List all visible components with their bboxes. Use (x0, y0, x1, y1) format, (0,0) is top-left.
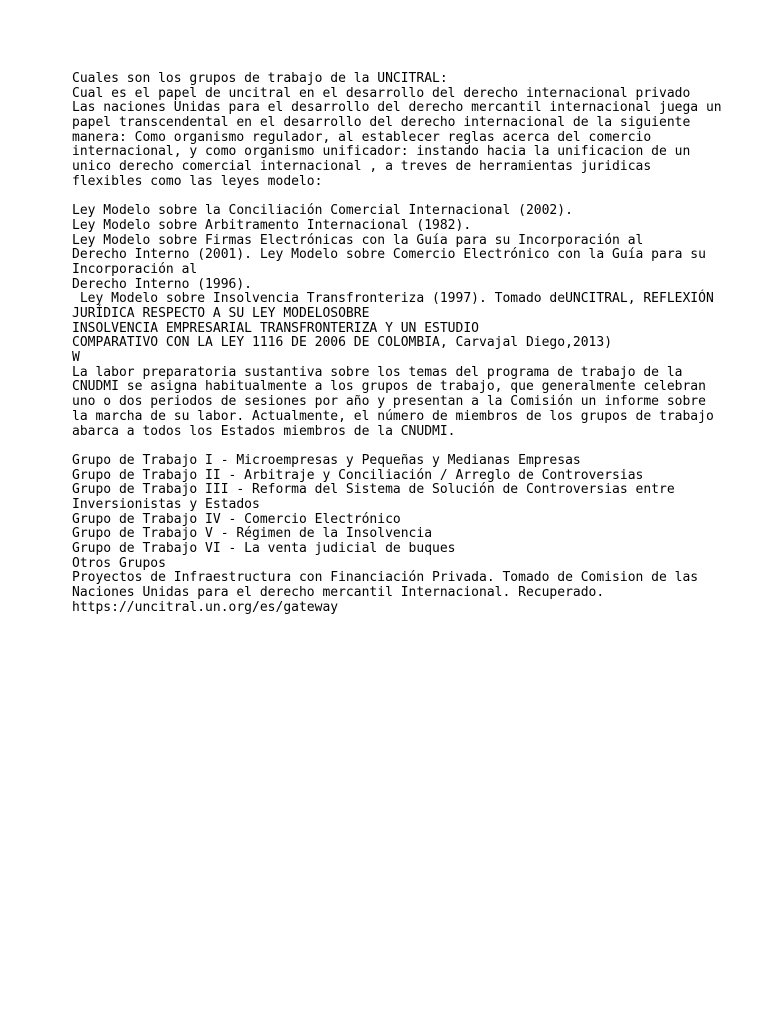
text-line: Las naciones Unidas para el desarrollo del derecho mercantil internacional juega un (72, 100, 722, 116)
text-line: INSOLVENCIA EMPRESARIAL TRANSFRONTERIZA Y UN ESTUDIO (72, 320, 479, 336)
text-line: Cual es el papel de uncitral en el desarrollo del derecho internacional privado (72, 85, 691, 101)
text-line: Derecho Interno (1996). (72, 276, 253, 292)
text-line: la marcha de su labor. Actualmente, el número de miembros de los grupos de trabajo (72, 408, 714, 424)
text-line: Inversionistas y Estados (72, 496, 260, 512)
text-line: Ley Modelo sobre Arbitramento Internacional (1982). (72, 217, 472, 233)
text-line: Grupo de Trabajo I - Microempresas y Pequeñas y Medianas Empresas (72, 452, 581, 468)
paragraph-gap (72, 190, 712, 205)
text-line: Ley Modelo sobre Firmas Electrónicas con la Guía para su Incorporación al (72, 232, 644, 248)
text-line: abarca a todos los Estados miembros de la CNUDMI. (72, 423, 456, 439)
text-line: flexibles como las leyes modelo: (72, 173, 323, 189)
text-line: Proyectos de Infraestructura con Financiación Privada. Tomado de Comision de las (72, 570, 699, 586)
text-line: Grupo de Trabajo VI - La venta judicial de buques (72, 541, 456, 556)
text-line: unico derecho comercial internacional , a treves de herramientas juridicas (72, 159, 652, 175)
text-line: W (72, 350, 80, 366)
text-line: CNUDMI se asigna habitualmente a los grupos de trabajo, que generalmente celebran (72, 379, 706, 395)
text-line: COMPARATIVO CON LA LEY 1116 DE 2006 DE COLOMBIA, Carvajal Diego,2013) (72, 335, 613, 351)
working-groups-paragraph (72, 454, 712, 616)
text-line: Grupo de Trabajo III - Reforma del Sistema de Solución de Controversias entre (72, 482, 675, 498)
text-line: uno o dos periodos de sesiones por año y presentan a la Comisión un informe sobre (72, 394, 706, 410)
text-line: La labor preparatoria sustantiva sobre los temas del programa de trabajo de la (72, 364, 683, 380)
text-line: Grupo de Trabajo IV - Comercio Electrónico (72, 511, 401, 527)
text-line: Grupo de Trabajo II - Arbitraje y Conciliación / Arreglo de Controversias (72, 467, 644, 483)
text-line: JURÍDICA RESPECTO A SU LEY MODELOSOBRE (72, 306, 370, 321)
intro-paragraph (72, 71, 722, 190)
text-line: Cuales son los grupos de trabajo de la UNCITRAL: (72, 71, 448, 86)
text-line: Ley Modelo sobre la Conciliación Comercial Internacional (2002). (72, 203, 573, 219)
text-line: Ley Modelo sobre Insolvencia Transfronteriza (1997). Tomado deUNCITRAL, REFLEXIÓN (72, 291, 714, 307)
text-line: manera: Como organismo regulador, al establecer reglas acerca del comercio (72, 129, 652, 145)
text-line: Otros Grupos (72, 555, 166, 571)
text-line: Incorporación al (72, 261, 198, 277)
source-url[interactable]: https://uncitral.un.org/es/gateway (72, 599, 339, 615)
text-line: Derecho Interno (2001). Ley Modelo sobre Comercio Electrónico con la Guía para su (72, 247, 706, 263)
document-page (72, 71, 722, 615)
text-line: papel transcendental en el desarrollo del derecho internacional de la siguiente (72, 115, 691, 131)
paragraph-gap (72, 439, 712, 454)
model-laws-paragraph (72, 204, 712, 439)
text-line: Naciones Unidas para el derecho mercantil Internacional. Recuperado. (72, 585, 605, 601)
text-line: internacional, y como organismo unificador: instando hacia la unificacion de un (72, 144, 691, 160)
text-line: Grupo de Trabajo V - Régimen de la Insolvencia (72, 526, 433, 542)
